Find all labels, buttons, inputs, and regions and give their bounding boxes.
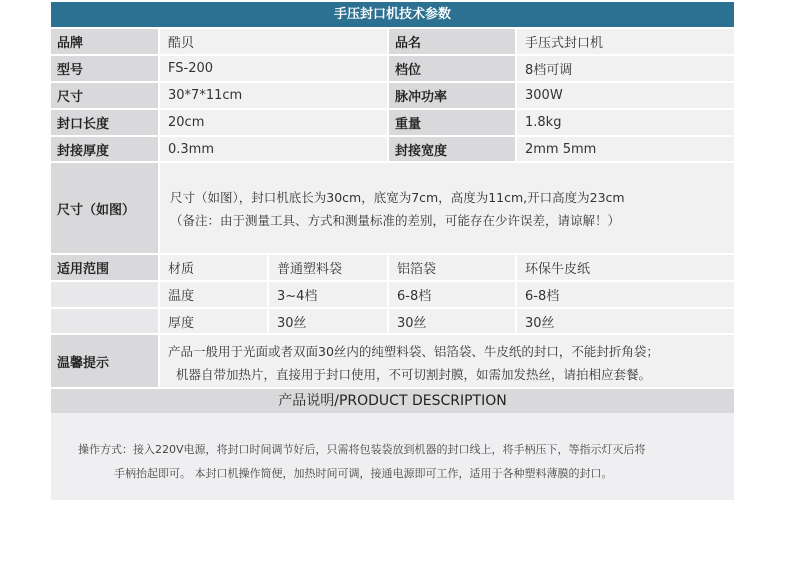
description-line-1: 操作方式：接入220V电源，将封口时间调节好后，只需将包装袋放到机器的封口线上，将手柄压下，等指示灯灭后将 (78, 443, 646, 456)
tips-line-1: 产品一般用于光面或者双面30丝内的纯塑料袋、铝箔袋、牛皮纸的封口，不能封折角袋； (168, 344, 659, 359)
name-label: 品名 (389, 29, 515, 54)
tips-box (160, 335, 734, 387)
description-heading: 产品说明/PRODUCT DESCRIPTION (51, 389, 734, 413)
seal-thickness-value: 0.3mm (160, 137, 387, 161)
scope-header-plastic: 普通塑料袋 (269, 255, 387, 280)
scope-thick-plastic: 30丝 (269, 309, 387, 333)
weight-label: 重量 (389, 110, 515, 135)
scope-header-foil: 铝箔袋 (389, 255, 515, 280)
model-label: 型号 (51, 56, 158, 81)
model-value: FS-200 (160, 56, 387, 81)
name-value: 手压式封口机 (517, 29, 734, 54)
scope-thick-kraft: 30丝 (517, 309, 734, 333)
size-detail-box (160, 163, 734, 253)
power-label: 脉冲功率 (389, 83, 515, 108)
brand-value: 酷贝 (160, 29, 387, 54)
size-detail-line-2: （备注：由于测量工具、方式和测量标准的差别，可能存在少许误差，请谅解！） (170, 213, 621, 228)
scope-temp-foil: 6-8档 (389, 282, 515, 307)
size-value: 30*7*11cm (160, 83, 387, 108)
gear-value: 8档可调 (517, 56, 734, 81)
scope-spacer (51, 309, 158, 333)
seal-width-label: 封接宽度 (389, 137, 515, 161)
description-body (51, 413, 734, 500)
scope-header-kraft: 环保牛皮纸 (517, 255, 734, 280)
size-detail-label: 尺寸（如图） (51, 163, 158, 253)
scope-thick-foil: 30丝 (389, 309, 515, 333)
weight-value: 1.8kg (517, 110, 734, 135)
scope-spacer (51, 282, 158, 307)
description-line-2: 手柄抬起即可。 本封口机操作简便，加热时间可调，接通电源即可工作，适用于各种塑料薄膜的封口。 (114, 467, 613, 480)
seal-thickness-label: 封接厚度 (51, 137, 158, 161)
scope-temp-label: 温度 (160, 282, 267, 307)
scope-temp-kraft: 6-8档 (517, 282, 734, 307)
scope-thick-label: 厚度 (160, 309, 267, 333)
size-label: 尺寸 (51, 83, 158, 108)
page-title: 手压封口机技术参数 (51, 2, 734, 27)
seal-width-value: 2mm 5mm (517, 137, 734, 161)
power-value: 300W (517, 83, 734, 108)
scope-label: 适用范围 (51, 255, 158, 280)
tips-label: 温馨提示 (51, 335, 158, 387)
seal-length-value: 20cm (160, 110, 387, 135)
tips-line-2: 机器自带加热片，直接用于封口使用，不可切割封膜，如需加发热丝，请拍相应套餐。 (176, 367, 652, 382)
scope-header-material: 材质 (160, 255, 267, 280)
scope-temp-plastic: 3~4档 (269, 282, 387, 307)
size-detail-line-1: 尺寸（如图），封口机底长为30cm，底宽为7cm，高度为11cm,开口高度为23cm (170, 190, 625, 205)
seal-length-label: 封口长度 (51, 110, 158, 135)
brand-label: 品牌 (51, 29, 158, 54)
gear-label: 档位 (389, 56, 515, 81)
